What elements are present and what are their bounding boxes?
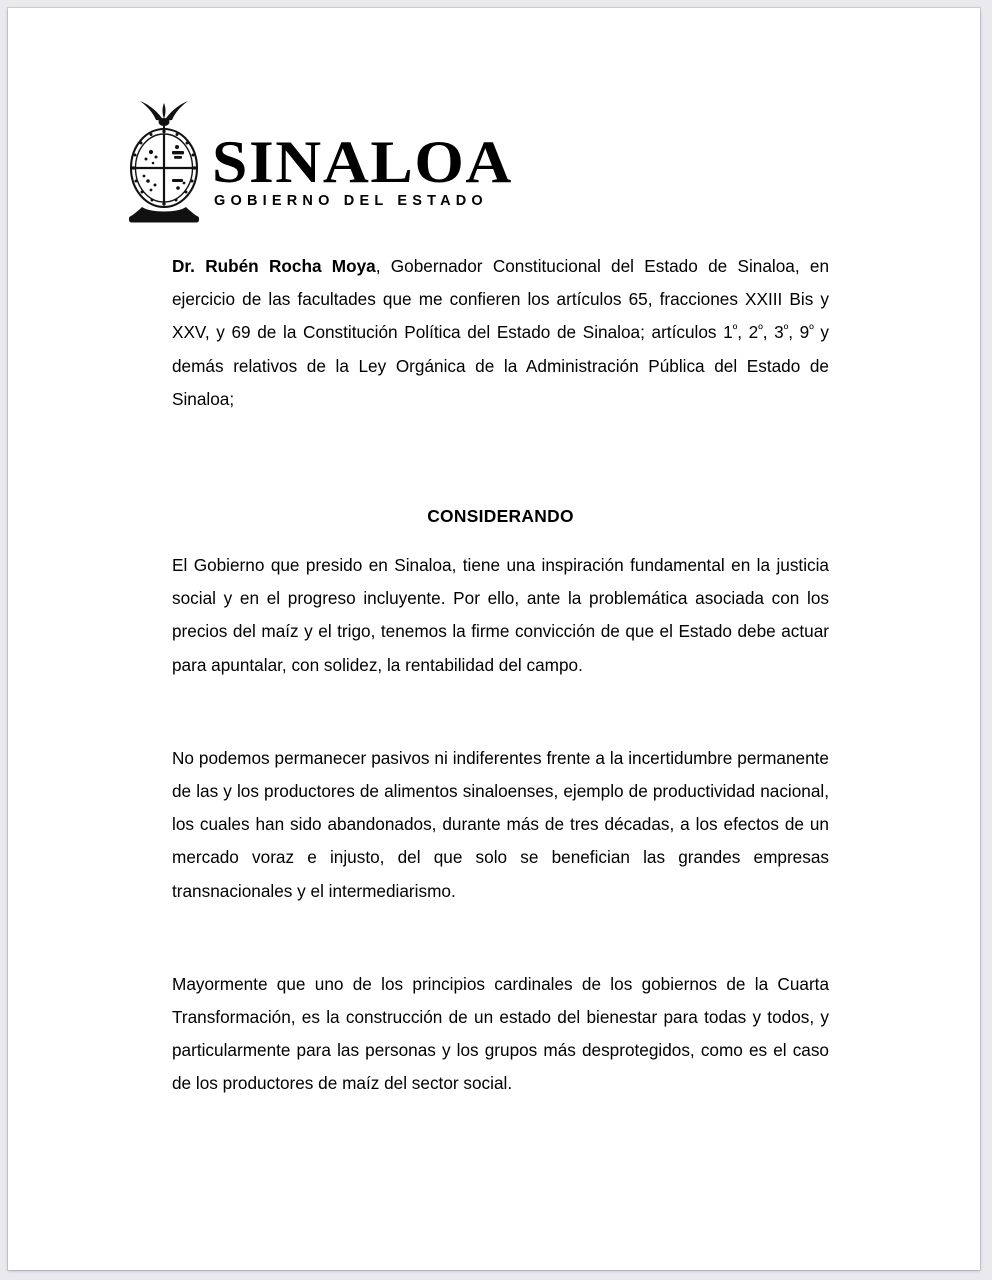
preamble-mid-2: , 3 <box>762 322 784 343</box>
preamble-mid-1: , 2 <box>737 322 759 343</box>
document-body <box>172 250 829 1129</box>
ordinal-mark-1: º <box>732 322 738 337</box>
preamble-paragraph <box>172 250 829 416</box>
ordinal-mark-3: º <box>783 322 789 337</box>
ordinal-mark-4: º <box>809 322 814 337</box>
preamble-text: , Gobernador Constitucional del Estado de Sinaloa, en ejercicio de las facultades que me confieren los artículos 65, fracciones XXIII Bis y XXV, y 69 de la Constitución Política del Estado de Sinaloa; artículos 1 <box>172 256 830 343</box>
considerando-paragraph-2: No podemos permanecer pasivos ni indiferentes frente a la incertidumbre permanente de las y los productores de alimentos sinaloenses, ejemplo de productividad nacional, los cuales han sido abandonados, durante más de tres décadas, a los efectos de un mercado voraz e injusto, del que solo se benefician las grandes empresas transnacionales y el intermediarismo. <box>172 747 829 901</box>
document-page <box>8 8 980 1270</box>
wordmark-subtitle: GOBIERNO DEL ESTADO <box>214 193 488 210</box>
section-heading-considerando: CONSIDERANDO <box>427 506 574 527</box>
wordmark-title: SINALOA <box>212 129 513 195</box>
wordmark <box>212 129 540 210</box>
ordinal-mark-2: º <box>758 322 763 337</box>
officer-name: Dr. Rubén Rocha Moya <box>172 256 376 276</box>
letterhead <box>120 95 540 227</box>
preamble-mid-3: , 9 <box>788 322 810 343</box>
preamble-tail: y demás relativos de la Ley Orgánica de la Administración Pública del Estado de Sinaloa; <box>172 322 830 409</box>
considerando-paragraph-1: El Gobierno que presido en Sinaloa, tiene una inspiración fundamental en la justicia social y en el progreso incluyente. Por ello, ante la problemática asociada con los precios del maíz y el trigo, tenemos la firme convicción de que el Estado debe actuar para apuntalar, con solidez, la rentabilidad del campo. <box>172 555 829 675</box>
considerando-paragraph-3: Mayormente que uno de los principios cardinales de los gobiernos de la Cuarta Transformación, es la construcción de un estado del bienestar para todas y todos, y particularmente para las personas y los grupos más desprotegidos, como es el caso de los productores de maíz del sector social. <box>172 973 829 1094</box>
heading-spacer <box>172 444 829 506</box>
sinaloa-coat-of-arms-icon <box>120 95 208 227</box>
